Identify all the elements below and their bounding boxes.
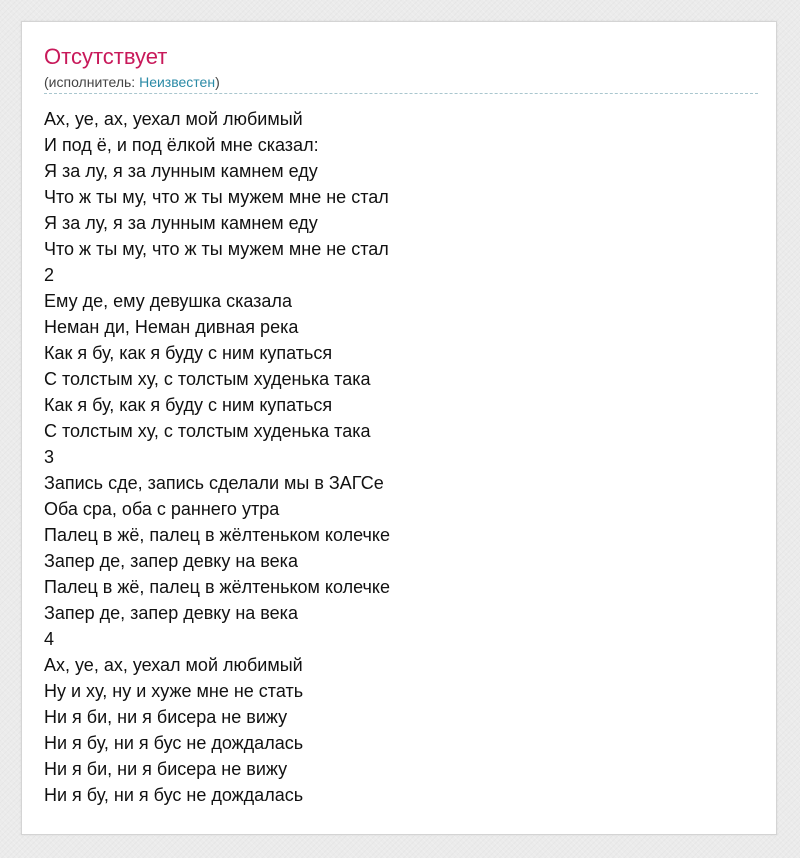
lyric-line: Ах, уе, ах, уехал мой любимый xyxy=(44,109,303,129)
lyric-line: С толстым ху, с толстым худенька така xyxy=(44,369,371,389)
lyric-line: Неман ди, Неман дивная река xyxy=(44,317,299,337)
lyric-line: 3 xyxy=(44,447,55,467)
lyric-line: Что ж ты му, что ж ты мужем мне не стал xyxy=(44,239,389,259)
lyric-line: Ах, уе, ах, уехал мой любимый xyxy=(44,655,303,675)
lyric-line: Ни я би, ни я бисера не вижу xyxy=(44,707,288,727)
lyric-line: Как я бу, как я буду с ним купаться xyxy=(44,395,333,415)
lyrics-card xyxy=(21,21,777,835)
lyric-line: Я за лу, я за лунным камнем еду xyxy=(44,161,318,181)
lyric-line: Ни я бу, ни я бус не дождалась xyxy=(44,733,304,753)
lyric-line: Ну и ху, ну и хуже мне не стать xyxy=(44,681,304,701)
lyric-line: Палец в жё, палец в жёлтеньком колечке xyxy=(44,525,390,545)
lyric-line: Запер де, запер девку на века xyxy=(44,603,298,623)
lyric-line: Палец в жё, палец в жёлтеньком колечке xyxy=(44,577,390,597)
artist-prefix: (исполнитель: xyxy=(44,74,140,90)
lyric-line: С толстым ху, с толстым худенька така xyxy=(44,421,371,441)
lyric-line: Ни я бу, ни я бус не дождалась xyxy=(44,785,304,805)
lyric-line: Запер де, запер девку на века xyxy=(44,551,298,571)
lyric-line: Запись сде, запись сделали мы в ЗАГСе xyxy=(44,473,384,493)
lyric-line: Ему де, ему девушка сказала xyxy=(44,291,292,311)
lyric-line: Я за лу, я за лунным камнем еду xyxy=(44,213,318,233)
lyric-line: И под ё, и под ёлкой мне сказал: xyxy=(44,135,319,155)
title-divider xyxy=(44,93,758,94)
lyric-line: Ни я би, ни я бисера не вижу xyxy=(44,759,288,779)
lyric-line: 4 xyxy=(44,629,55,649)
artist-line xyxy=(44,73,220,91)
lyric-line: Оба сра, оба с раннего утра xyxy=(44,499,280,519)
lyric-line: Как я бу, как я буду с ним купаться xyxy=(44,343,333,363)
artist-link[interactable]: Неизвестен xyxy=(139,74,216,90)
lyrics-text xyxy=(44,106,758,808)
artist-suffix: ) xyxy=(215,74,220,90)
lyric-line: Что ж ты му, что ж ты мужем мне не стал xyxy=(44,187,389,207)
lyric-line: 2 xyxy=(44,265,55,285)
song-title: Отсутствует xyxy=(44,44,168,69)
